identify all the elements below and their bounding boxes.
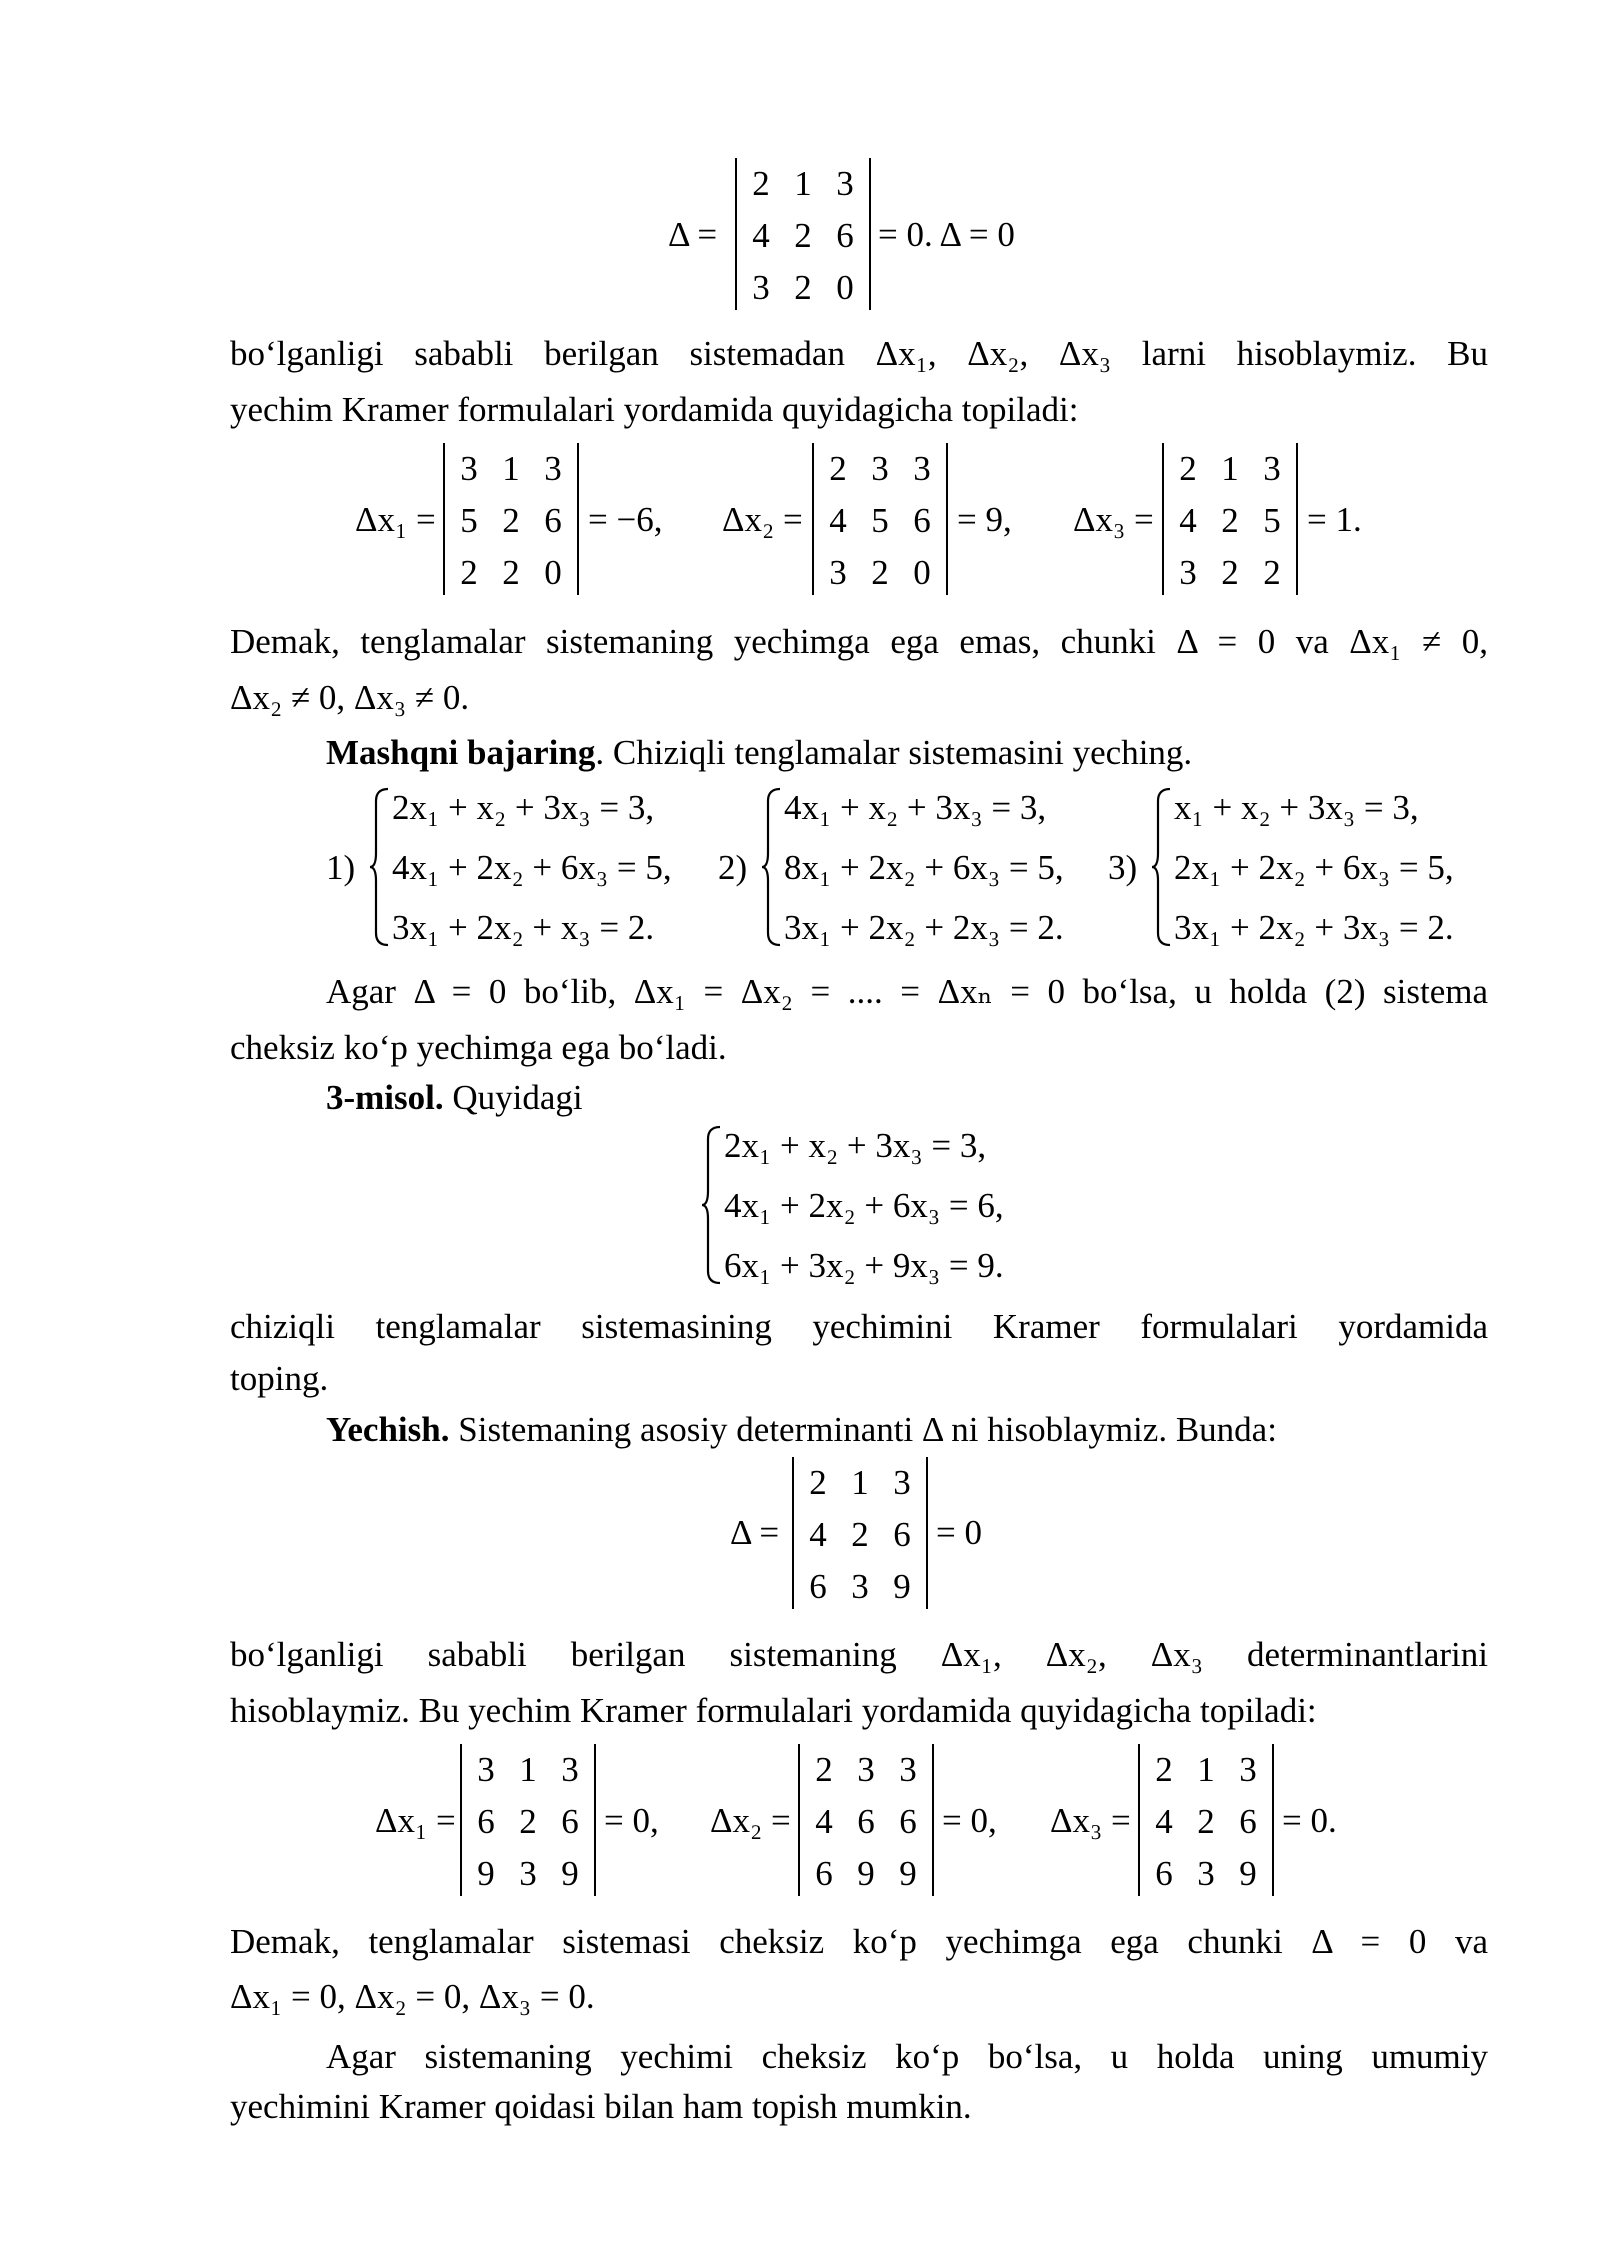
det2-x3-matrix-cell: 4	[1155, 1802, 1173, 1841]
det1-x3-lhs: Δx₃ =	[1073, 500, 1154, 539]
top-determinant-cell: 1	[794, 164, 812, 203]
det2-x3-matrix-cell: 3	[1197, 1854, 1215, 1893]
top-determinant	[735, 158, 871, 310]
det1-x2-rhs: = 9,	[957, 500, 1012, 539]
det2-x2-matrix-cell: 4	[815, 1802, 833, 1841]
det1-x2-matrix-cell: 4	[829, 501, 847, 540]
paragraph-5-line-2: hisoblaymiz. Bu yechim Kramer formulalari yordamida quyidagicha topiladi:	[230, 1691, 1317, 1730]
paragraph-7-line-2: yechimini Kramer qoidasi bilan ham topish mumkin.	[230, 2087, 972, 2126]
det2-x2-matrix-cell: 9	[857, 1854, 875, 1893]
det2-x2-matrix-cell: 9	[899, 1854, 917, 1893]
det1-x2-matrix-cell: 0	[913, 553, 931, 592]
det1-x3-matrix-cell: 3	[1179, 553, 1197, 592]
det1-x1-matrix-cell: 5	[460, 501, 478, 540]
paragraph-1-line-2: yechim Kramer formulalari yordamida quyidagicha topiladi:	[230, 390, 1079, 429]
det2-x2-matrix-cell: 6	[815, 1854, 833, 1893]
det1-x1-matrix-cell: 2	[460, 553, 478, 592]
det2-x3-lhs: Δx₃ =	[1050, 1801, 1131, 1840]
top-determinant-cell: 2	[752, 164, 770, 203]
det1-x1-matrix-cell: 1	[502, 449, 520, 488]
det2-x1-matrix-cell: 9	[477, 1854, 495, 1893]
exercise-heading-text: . Chiziqli tenglamalar sistemasini yeching.	[595, 733, 1193, 772]
det1-x1-matrix-cell: 3	[544, 449, 562, 488]
paragraph-2-line-1: Demak, tenglamalar sistemaning yechimga ega emas, chunki Δ = 0 va Δx₁ ≠ 0,	[230, 622, 1488, 661]
example-3-heading-bold: 3-misol.	[326, 1078, 444, 1117]
exercise-heading	[326, 735, 1192, 770]
det1-x2-matrix-cell: 3	[829, 553, 847, 592]
det2-x3-matrix-cell: 9	[1239, 1854, 1257, 1893]
paragraph-1-line-1: bo‘lganligi sababli berilgan sistemadan Δx₁, Δx₂, Δx₃ larni hisoblaymiz. Bu	[230, 334, 1488, 373]
paragraph-6-line-1: Demak, tenglamalar sistemasi cheksiz ko‘p yechimga ega chunki Δ = 0 va	[230, 1922, 1488, 1961]
det2-x2-matrix-cell: 3	[857, 1750, 875, 1789]
det2-x1-matrix	[460, 1744, 596, 1896]
paragraph-5-line-1: bo‘lganligi sababli berilgan sistemaning Δx₁, Δx₂, Δx₃ determinantlarini	[230, 1635, 1488, 1674]
solution-heading-text: Sistemaning asosiy determinanti Δ ni hisoblaymiz. Bunda:	[449, 1410, 1277, 1449]
det2-matrix-cell: 2	[851, 1515, 869, 1554]
paragraph-7-line-1: Agar sistemaning yechimi cheksiz ko‘p bo‘lsa, u holda uning umumiy	[326, 2037, 1488, 2076]
det2-x2-matrix-cell: 6	[899, 1802, 917, 1841]
paragraph-4-line-1: chiziqli tenglamalar sistemasining yechimini Kramer formulalari yordamida	[230, 1307, 1488, 1346]
system-example-eq-2: 4x₁ + 2x₂ + 6x₃ = 6,	[724, 1186, 1004, 1225]
system-1-eq-3: 3x₁ + 2x₂ + x₃ = 2.	[392, 908, 655, 947]
det2-x3-matrix	[1138, 1744, 1274, 1896]
paragraph-2-line-2: Δx₂ ≠ 0, Δx₃ ≠ 0.	[230, 678, 470, 717]
det2-x2-matrix-cell: 3	[899, 1750, 917, 1789]
det2-x3-matrix-cell: 1	[1197, 1750, 1215, 1789]
det2-x1-matrix-cell: 2	[519, 1802, 537, 1841]
det1-x2-matrix-cell: 3	[871, 449, 889, 488]
det2-x1-matrix-cell: 6	[477, 1802, 495, 1841]
det2-matrix	[792, 1457, 928, 1609]
det2-matrix-cell: 9	[893, 1567, 911, 1606]
paragraph-4-line-2: toping.	[230, 1359, 329, 1398]
det2-matrix-cell: 3	[893, 1463, 911, 1502]
top-delta-lhs: Δ =	[668, 215, 718, 254]
det2-x3-matrix-cell: 6	[1155, 1854, 1173, 1893]
exercise-heading-bold: Mashqni bajaring	[326, 733, 596, 772]
det1-x3-matrix-cell: 2	[1179, 449, 1197, 488]
det1-x1-lhs: Δx₁ =	[355, 500, 436, 539]
system-2-brace	[760, 787, 784, 947]
det2-matrix-cell: 6	[809, 1567, 827, 1606]
det1-x2-lhs: Δx₂ =	[722, 500, 803, 539]
paragraph-3-line-2: cheksiz ko‘p yechimga ega bo‘ladi.	[230, 1028, 727, 1067]
det2-x2-matrix	[798, 1744, 934, 1896]
det1-x3-matrix-cell: 5	[1263, 501, 1281, 540]
det2-matrix-cell: 1	[851, 1463, 869, 1502]
det1-x3-matrix-cell: 2	[1221, 501, 1239, 540]
det2-matrix-cell: 2	[809, 1463, 827, 1502]
det2-x3-matrix-cell: 2	[1197, 1802, 1215, 1841]
top-delta-rhs: = 0. Δ = 0	[878, 215, 1015, 254]
system-example-eq-3: 6x₁ + 3x₂ + 9x₃ = 9.	[724, 1246, 1004, 1285]
det2-x3-rhs: = 0.	[1282, 1801, 1337, 1840]
top-determinant-cell: 3	[836, 164, 854, 203]
det1-x1-matrix	[443, 443, 579, 595]
det1-x1-matrix-cell: 0	[544, 553, 562, 592]
system-1-eq-1: 2x₁ + x₂ + 3x₃ = 3,	[392, 788, 655, 827]
det2-x1-matrix-cell: 3	[561, 1750, 579, 1789]
det2-lhs: Δ =	[730, 1513, 780, 1552]
system-2-eq-3: 3x₁ + 2x₂ + 2x₃ = 2.	[784, 908, 1064, 947]
det1-x2-matrix-cell: 6	[913, 501, 931, 540]
det1-x3-matrix-cell: 4	[1179, 501, 1197, 540]
solution-heading	[326, 1412, 1277, 1447]
det1-x2-matrix-cell: 5	[871, 501, 889, 540]
det1-x3-matrix-cell: 1	[1221, 449, 1239, 488]
det1-x1-matrix-cell: 3	[460, 449, 478, 488]
top-determinant-cell: 2	[794, 216, 812, 255]
paragraph-6-line-2: Δx₁ = 0, Δx₂ = 0, Δx₃ = 0.	[230, 1977, 595, 2016]
det2-x3-matrix-cell: 3	[1239, 1750, 1257, 1789]
system-3-label: 3)	[1108, 848, 1138, 887]
system-2-eq-1: 4x₁ + x₂ + 3x₃ = 3,	[784, 788, 1047, 827]
system-3-brace	[1150, 787, 1174, 947]
det1-x3-matrix-cell: 2	[1263, 553, 1281, 592]
det2-x2-matrix-cell: 6	[857, 1802, 875, 1841]
top-determinant-cell: 3	[752, 268, 770, 307]
det1-x1-rhs: = −6,	[588, 500, 663, 539]
det2-x2-rhs: = 0,	[942, 1801, 997, 1840]
det1-x3-matrix	[1162, 443, 1298, 595]
det2-matrix-cell: 4	[809, 1515, 827, 1554]
det1-x1-matrix-cell: 2	[502, 553, 520, 592]
det1-x2-matrix-cell: 2	[829, 449, 847, 488]
top-determinant-cell: 6	[836, 216, 854, 255]
det2-x1-matrix-cell: 6	[561, 1802, 579, 1841]
det2-x1-matrix-cell: 3	[477, 1750, 495, 1789]
system-3-eq-2: 2x₁ + 2x₂ + 6x₃ = 5,	[1174, 848, 1454, 887]
system-2-label: 2)	[718, 848, 748, 887]
system-1-brace	[368, 787, 392, 947]
system-example-brace	[700, 1125, 724, 1285]
system-1-label: 1)	[326, 848, 356, 887]
top-determinant-cell: 2	[794, 268, 812, 307]
det1-x2-matrix-cell: 2	[871, 553, 889, 592]
det2-x3-matrix-cell: 2	[1155, 1750, 1173, 1789]
det2-rhs: = 0	[936, 1513, 982, 1552]
system-2-eq-2: 8x₁ + 2x₂ + 6x₃ = 5,	[784, 848, 1064, 887]
system-3-eq-3: 3x₁ + 2x₂ + 3x₃ = 2.	[1174, 908, 1454, 947]
system-3-eq-1: x₁ + x₂ + 3x₃ = 3,	[1174, 788, 1419, 827]
example-3-heading	[326, 1080, 583, 1115]
det1-x3-rhs: = 1.	[1307, 500, 1362, 539]
det2-x1-matrix-cell: 3	[519, 1854, 537, 1893]
det2-x1-lhs: Δx₁ =	[375, 1801, 456, 1840]
det2-x3-matrix-cell: 6	[1239, 1802, 1257, 1841]
det1-x2-matrix	[812, 443, 948, 595]
solution-heading-bold: Yechish.	[326, 1410, 450, 1449]
system-example-eq-1: 2x₁ + x₂ + 3x₃ = 3,	[724, 1126, 987, 1165]
det2-x2-matrix-cell: 2	[815, 1750, 833, 1789]
example-3-heading-text: Quyidagi	[443, 1078, 583, 1117]
det2-matrix-cell: 6	[893, 1515, 911, 1554]
paragraph-3-line-1: Agar Δ = 0 bo‘lib, Δx₁ = Δx₂ = .... = Δxₙ = 0 bo‘lsa, u holda (2) sistema	[326, 972, 1488, 1011]
det2-x1-matrix-cell: 1	[519, 1750, 537, 1789]
det2-x1-rhs: = 0,	[604, 1801, 659, 1840]
system-1-eq-2: 4x₁ + 2x₂ + 6x₃ = 5,	[392, 848, 672, 887]
top-determinant-cell: 4	[752, 216, 770, 255]
det2-matrix-cell: 3	[851, 1567, 869, 1606]
det1-x2-matrix-cell: 3	[913, 449, 931, 488]
top-determinant-cell: 0	[836, 268, 854, 307]
det1-x1-matrix-cell: 2	[502, 501, 520, 540]
det1-x3-matrix-cell: 2	[1221, 553, 1239, 592]
det2-x2-lhs: Δx₂ =	[710, 1801, 791, 1840]
det2-x1-matrix-cell: 9	[561, 1854, 579, 1893]
det1-x1-matrix-cell: 6	[544, 501, 562, 540]
det1-x3-matrix-cell: 3	[1263, 449, 1281, 488]
